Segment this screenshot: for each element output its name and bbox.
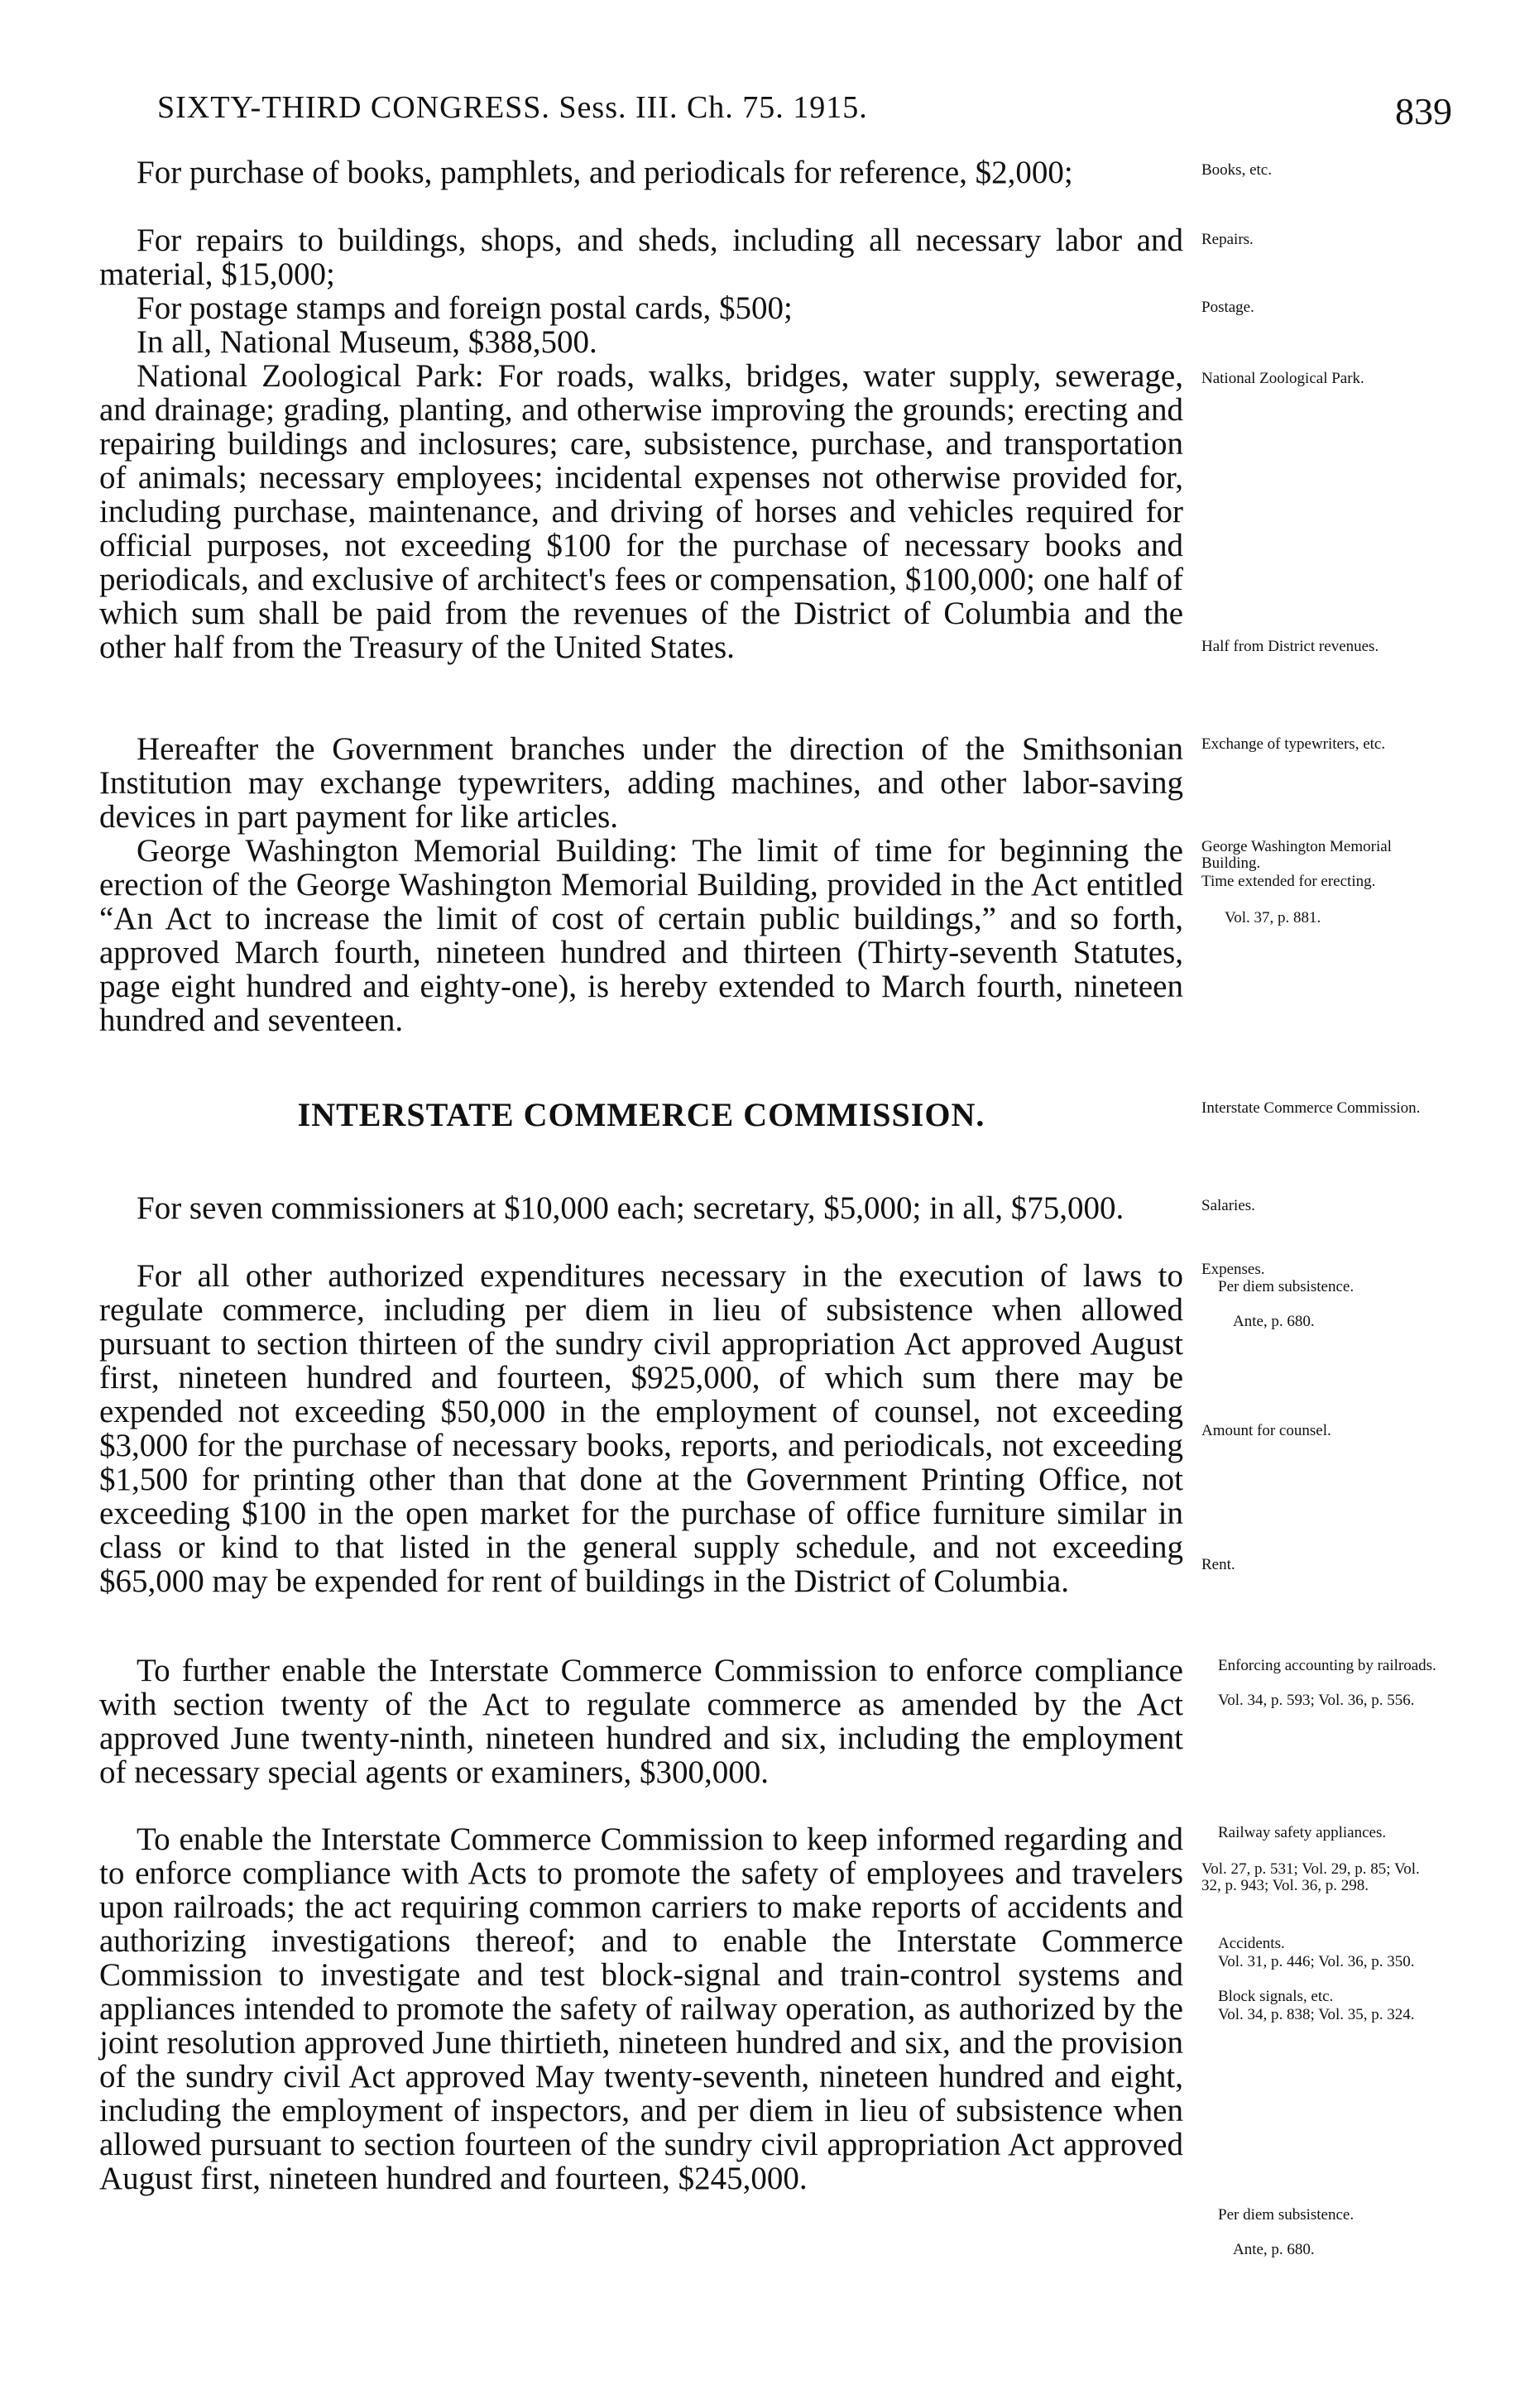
margin-note-per-diem: Per diem subsistence. <box>1218 1278 1355 1295</box>
margin-note-district-revenues: Half from District revenues. <box>1201 638 1379 655</box>
margin-note-block-signals: Block signals, etc. <box>1218 1988 1334 2005</box>
running-title: SIXTY-THIRD CONGRESS. Sess. III. Ch. 75. 1915. <box>157 90 868 125</box>
paragraph-expenses: For all other authorized expenditures necessary in the execution of laws to regulate commerce, including per diem in lieu of subsistence when allowed pursuant to section thirteen of the sundry civil appropriation Act approved August first, nineteen hundred and fourteen, $925,000, of which sum there may be expended not exceeding $50,000 in the employment of counsel, not exceeding $3,000 for the purchase of necessary books, reports, and periodicals, not exceeding $1,500 for printing other than that done at the Government Printing Office, not exceeding $100 in the open market for the purchase of office furniture similar in class or kind to that listed in the general supply schedule, and not exceeding $65,000 may be expended for rent of buildings in the District of Columbia. <box>99 1258 1183 1599</box>
running-header <box>157 89 1452 139</box>
paragraph-memorial-building: George Washington Memorial Building: The limit of time for beginning the erection of the George Washington Memorial Building, provided in the Act entitled “An Act to increase the limit of cost of certain public buildings,” and so forth, approved March fourth, nineteen hundred and thirteen (Thirty-seventh Statutes, page eight hundred and eighty-one), is hereby extended to March fourth, nineteen hundred and seventeen. <box>99 833 1183 1038</box>
margin-note-citation: Ante, p. 680. <box>1233 2241 1315 2258</box>
section-title: INTERSTATE COMMERCE COMMISSION. <box>297 1096 985 1133</box>
margin-note-repairs: Repairs. <box>1201 231 1254 248</box>
margin-note-counsel: Amount for counsel. <box>1201 1422 1331 1439</box>
margin-note-citation: Vol. 37, p. 881. <box>1225 909 1321 926</box>
margin-note-memorial-building: George Washington Memorial Building. <box>1201 838 1392 872</box>
page-number: 839 <box>1395 90 1452 132</box>
margin-note-salaries: Salaries. <box>1201 1197 1255 1214</box>
paragraph-typewriters: Hereafter the Government branches under the direction of the Smithsonian Institution may exchange typewriters, adding machines, and other labor-saving devices in part payment for like articles. <box>99 731 1183 835</box>
margin-note-books: Books, etc. <box>1201 161 1272 179</box>
margin-note-citation: Vol. 34, p. 838; Vol. 35, p. 324. <box>1218 2006 1415 2023</box>
margin-note-accidents: Accidents. <box>1218 1935 1285 1952</box>
paragraph-salaries: For seven commissioners at $10,000 each; secretary, $5,000; in all, $75,000. <box>137 1190 1124 1226</box>
margin-note-citation: Vol. 34, p. 593; Vol. 36, p. 556. <box>1218 1692 1415 1709</box>
margin-note-postage: Postage. <box>1201 299 1254 316</box>
paragraph-railway-safety: To enable the Interstate Commerce Commission to keep informed regarding and to enforce compliance with Acts to promote the safety of employees and travelers upon railroads; the act requiring common carriers to make reports of accidents and authorizing investigations thereof; and to enable the Interstate Commerce Commission to investigate and test block-signal and train-control systems and appliances intended to promote the safety of railway operation, as authorized by the joint resolution approved June thirtieth, nineteen hundred and six, and the provision of the sundry civil Act approved May twenty-seventh, nineteen hundred and eight, including the employment of inspectors, and per diem in lieu of subsistence when allowed pursuant to section fourteen of the sundry civil appropriation Act approved August first, nineteen hundred and fourteen, $245,000. <box>99 1822 1183 2196</box>
margin-note-per-diem: Per diem subsistence. <box>1218 2206 1355 2224</box>
margin-note-citation: Vol. 27, p. 531; Vol. 29, p. 85; Vol. 32, p. 943; Vol. 36, p. 298. <box>1201 1860 1420 1894</box>
paragraph-postage: For postage stamps and foreign postal cards, $500; <box>137 290 793 326</box>
margin-note-zoological-park: National Zoological Park. <box>1201 370 1364 387</box>
paragraph-repairs: For repairs to buildings, shops, and sheds, including all necessary labor and material, $15,000; <box>99 223 1183 292</box>
paragraph-enforcing-accounting: To further enable the Interstate Commerce Commission to enforce compliance with section twenty of the Act to regulate commerce as amended by the Act approved June twenty-ninth, nineteen hundred and six, including the employment of necessary special agents or examiners, $300,000. <box>99 1653 1183 1790</box>
margin-note-time-extended: Time extended for erecting. <box>1201 873 1376 890</box>
paragraph-museum-total: In all, National Museum, $388,500. <box>137 324 597 360</box>
margin-note-expenses: Expenses. <box>1201 1261 1265 1278</box>
margin-note-rent: Rent. <box>1201 1556 1235 1573</box>
paragraph-zoological-park: National Zoological Park: For roads, walks, bridges, water supply, sewerage, and drainage; grading, planting, and otherwise improving the grounds; erecting and repairing buildings and inclosures; care, subsistence, purchase, and transportation of animals; necessary employees; incidental expenses not otherwise provided for, including purchase, maintenance, and driving of horses and vehicles required for official purposes, not exceeding $100 for the purchase of necessary books and periodicals, and exclusive of architect's fees or compensation, $100,000; one half of which sum shall be paid from the revenues of the District of Columbia and the other half from the Treasury of the United States. <box>99 358 1183 665</box>
margin-note-citation: Ante, p. 680. <box>1233 1313 1315 1330</box>
margin-note-accounting: Enforcing accounting by railroads. <box>1218 1657 1436 1674</box>
margin-note-safety-appliances: Railway safety appliances. <box>1218 1824 1387 1841</box>
margin-note-icc: Interstate Commerce Commission. <box>1201 1099 1421 1117</box>
margin-note-typewriters: Exchange of typewriters, etc. <box>1201 735 1386 753</box>
margin-note-citation: Vol. 31, p. 446; Vol. 36, p. 350. <box>1218 1953 1415 1970</box>
paragraph-books: For purchase of books, pamphlets, and periodicals for reference, $2,000; <box>137 155 1073 190</box>
